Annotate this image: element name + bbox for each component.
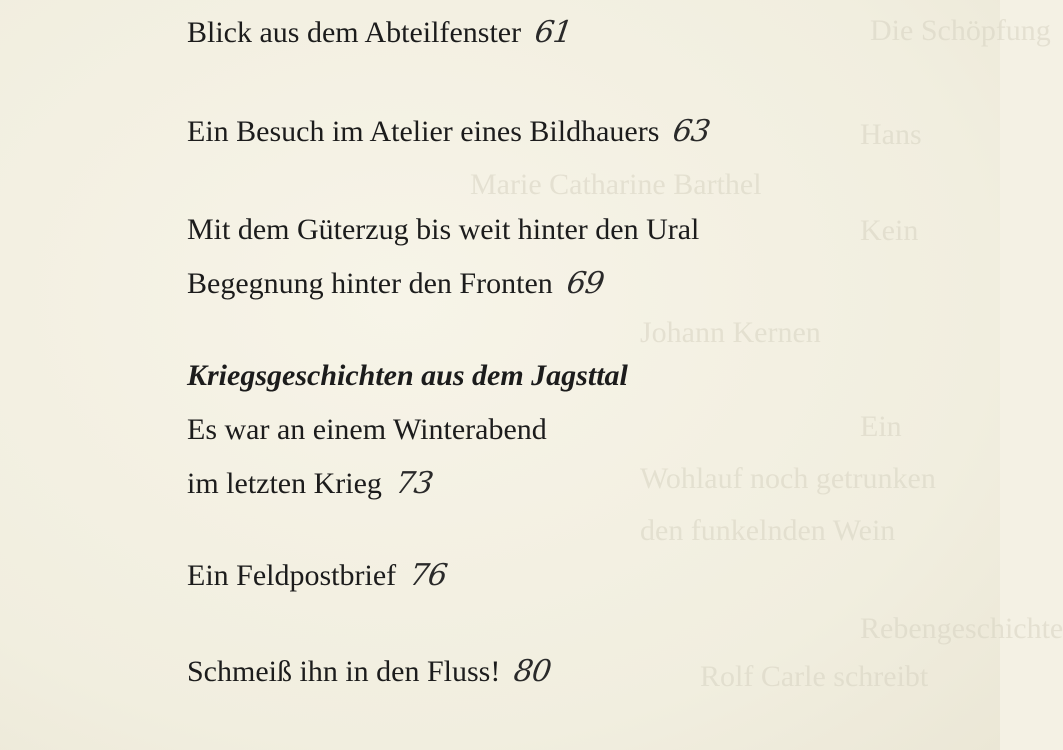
toc-entry: [187, 645, 554, 699]
page-number: 63: [671, 114, 713, 149]
toc-title: Begegnung hinter den Fronten: [187, 267, 553, 300]
toc-title: im letzten Krieg: [187, 467, 382, 500]
bleed-through: Rolf Carle schreibt: [700, 660, 929, 693]
section-heading: Kriegsgeschichten aus dem Jagsttal: [187, 359, 628, 392]
toc-line: [187, 6, 574, 60]
bleed-through: den funkelnden Wein: [640, 514, 896, 547]
bleed-through: Rebengeschichte: [860, 612, 1063, 645]
toc-line: [187, 105, 713, 159]
toc-line: [187, 645, 554, 699]
page-number: 61: [532, 15, 574, 50]
toc-line: [187, 549, 449, 603]
toc-title: Blick aus dem Abteilfenster: [187, 16, 522, 49]
toc-title: Schmeiß ihn in den Fluss!: [187, 655, 501, 688]
toc-line: Es war an einem Winterabend: [187, 413, 547, 446]
toc-entry: [187, 549, 449, 603]
bleed-through: Wohlauf noch getrunken: [640, 462, 936, 495]
bleed-through: Johann Kernen: [640, 316, 821, 349]
toc-entry: [187, 105, 713, 159]
page-number: 76: [407, 558, 449, 593]
bleed-through: Hans: [860, 118, 922, 151]
bleed-through: Kein: [860, 214, 919, 247]
toc-entry: [187, 6, 574, 60]
toc-entry: [187, 203, 699, 311]
toc-line: Mit dem Güterzug bis weit hinter den Ural: [187, 213, 700, 246]
toc-title: Ein Besuch im Atelier eines Bildhauers: [187, 115, 660, 148]
toc-line: [187, 257, 699, 311]
bleed-through: Die Schöpfung: [870, 14, 1051, 47]
page-number: 73: [393, 466, 435, 501]
page-number: 80: [511, 654, 554, 689]
toc-title: Ein Feldpostbrief: [187, 559, 397, 592]
page-number: 69: [564, 266, 606, 301]
bleed-through: Marie Catharine Barthel: [470, 168, 762, 201]
toc-line: [187, 457, 628, 511]
bleed-through: Ein: [860, 410, 902, 443]
toc-entry: [187, 349, 628, 511]
